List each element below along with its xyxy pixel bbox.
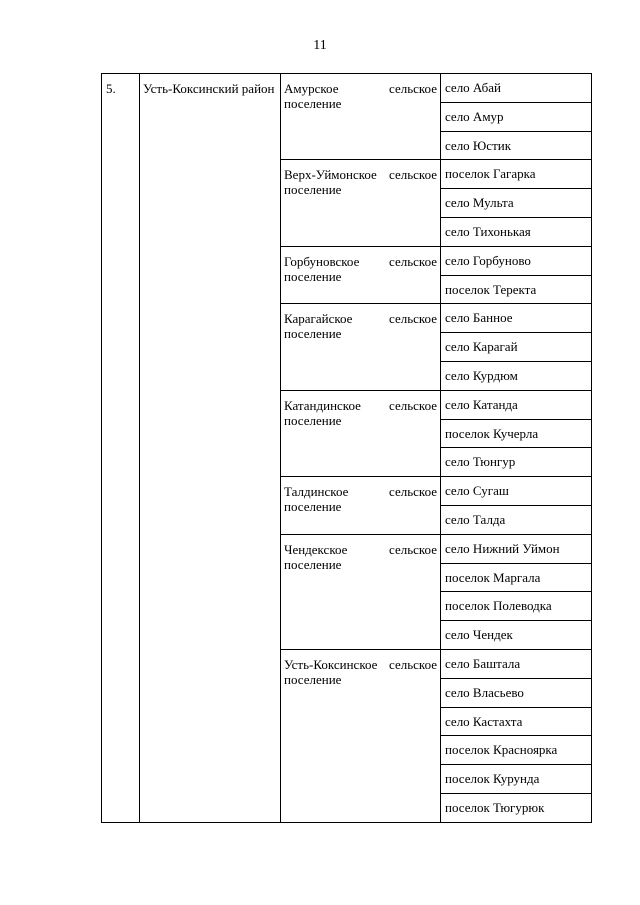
table-body <box>102 74 592 823</box>
village-cell: село Власьево <box>441 678 592 707</box>
settlement-cell: Чендекское сельское поселение <box>281 534 441 649</box>
village-cell: село Талда <box>441 505 592 534</box>
village-cell: село Баштала <box>441 649 592 678</box>
village-cell: село Карагай <box>441 333 592 362</box>
settlement-cell: Амурское сельское поселение <box>281 74 441 160</box>
village-cell: село Катанда <box>441 390 592 419</box>
village-cell: село Нижний Уймон <box>441 534 592 563</box>
village-cell: село Сугаш <box>441 477 592 506</box>
village-cell: село Горбуново <box>441 246 592 275</box>
district-cell: Усть-Коксинский район <box>140 74 281 823</box>
village-cell: село Тюнгур <box>441 448 592 477</box>
table-row <box>102 74 592 103</box>
row-number-cell: 5. <box>102 74 140 823</box>
village-cell: поселок Кучерла <box>441 419 592 448</box>
village-cell: поселок Гагарка <box>441 160 592 189</box>
settlement-cell: Горбуновское сельское поселение <box>281 246 441 304</box>
village-cell: село Банное <box>441 304 592 333</box>
village-cell: село Курдюм <box>441 361 592 390</box>
village-cell: поселок Курунда <box>441 765 592 794</box>
settlement-cell: Карагайское сельское поселение <box>281 304 441 390</box>
village-cell: село Абай <box>441 74 592 103</box>
village-cell: село Кастахта <box>441 707 592 736</box>
village-cell: поселок Маргала <box>441 563 592 592</box>
settlement-cell: Катандинское сельское поселение <box>281 390 441 476</box>
page-number: 11 <box>313 38 327 53</box>
village-cell: село Чендек <box>441 621 592 650</box>
settlement-cell: Талдинское сельское поселение <box>281 477 441 535</box>
village-cell: поселок Полеводка <box>441 592 592 621</box>
settlements-table <box>101 73 592 823</box>
settlement-cell: Усть-Коксинское сельское поселение <box>281 649 441 822</box>
village-cell: поселок Теректа <box>441 275 592 304</box>
village-cell: село Мульта <box>441 189 592 218</box>
village-cell: поселок Тюгурюк <box>441 793 592 822</box>
village-cell: село Амур <box>441 102 592 131</box>
village-cell: село Тихонькая <box>441 217 592 246</box>
village-cell: поселок Красноярка <box>441 736 592 765</box>
village-cell: село Юстик <box>441 131 592 160</box>
settlement-cell: Верх-Уймонское сельское поселение <box>281 160 441 246</box>
